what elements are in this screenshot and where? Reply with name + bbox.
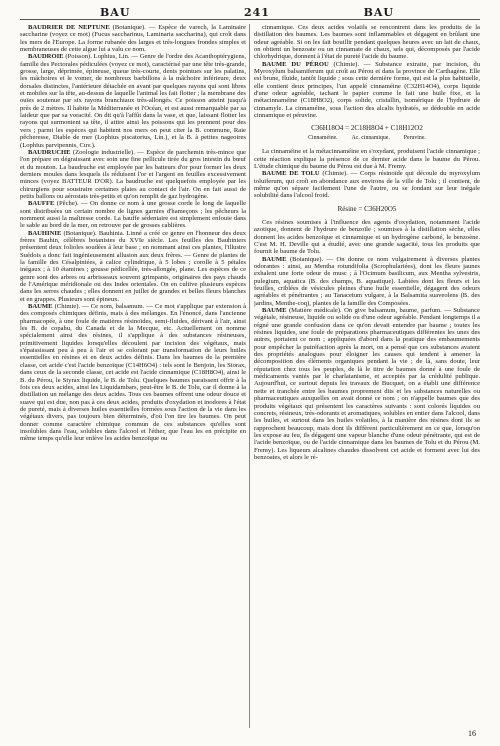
page-number: 241 [244, 6, 270, 19]
chemical-formula: Résine = C36H20O5 [337, 204, 397, 213]
entry-body: (Botanique). Bauhinia. Linné a créé ce genre en l'honneur des deux frères Bauhin, célèbres botanistes du XVIe siècle. Les feuilles des Bauhiniers présentent deux folioles soudées à leur base ; en nommant ainsi ces plantes, l'illustre Suédois a donc fait ingénieusement allusion aux deux frères. — Genre de plantes de la famille des Césalpiniées, à calice cylindrique, à 5 lobes ; corolle à 5 pétales inégaux ; à 10 étamines ; gousse pédicellée, très-allongée, plane. Les espèces de ce genre sont des arbres ou arbrisseaux souvent grimpants, originaires des pays chauds de l'Amérique méridionale ou des Indes orientales. On en cultive plusieurs espèces dans les serres chaudes ; elles donnent en juillet de grandes et belles fleurs blanches et en grappes. Plusieurs sont épineux. [20, 229, 246, 303]
entry-headword: BAUME DU PÉROU [262, 60, 329, 68]
entry-headword: BAUME [262, 255, 287, 263]
dictionary-entry [20, 230, 246, 303]
dictionary-entry [254, 148, 480, 170]
formula-label: Ac. cinnamique. [351, 134, 390, 141]
entry-headword: BAUHINIE [28, 229, 62, 237]
dictionary-entry [254, 219, 480, 256]
chemical-formula: C36H18O4 = 2C18H8O4 + C18H12O2 [311, 124, 423, 133]
entry-headword: BAUME [28, 303, 53, 311]
dictionary-entry [254, 307, 480, 461]
dictionary-entry [20, 200, 246, 229]
header-left-word: BAU [100, 6, 131, 19]
dictionary-entry [20, 303, 246, 443]
dictionary-entry [20, 24, 246, 53]
header-right-word: BAU [363, 6, 394, 19]
entry-body: cinnamique. Ces deux acides volatils se rencontrent dans les produits de la distillation des baumes. Les baumes sont inflammables et dégagent en brûlant une odeur agréable. Si on les fait bouillir pendant quelques heures avec un lait de chaux, on obtient un benzoate ou un cinnamate de chaux, sels qui, décomposés par l'acide chlorhydrique, donnent à l'état de pureté l'acide du baume. [254, 24, 480, 61]
entry-headword: BAUME DE TOLU [262, 170, 320, 178]
entry-headword: BAUDRIER DE NEPTUNE [28, 24, 110, 31]
entry-headword: BAUDROIE [28, 53, 64, 61]
signature-mark: 16 [468, 729, 476, 738]
running-header [20, 6, 480, 20]
entry-body: (Matière médicale). On give balsamum, baume, parfum. — Substance végétale, résineuse, liquide ou solide ou d'une odeur agréable. Pendant longtemps il a régné une grande confusion dans ce qu'on devait entendre par baume ; toutes les résines liquides, une foule de préparations pharmaceutiques différentes les unes des autres, portaient ce nom ; appliquées d'abord dans la pratique des embaumements pour empêcher la putréfaction après la mort, on a pensé que ces substances avaient des propriétés analogues pour éloigner les causes qui tendent à amener la décomposition des éléments organiques pendant la vie ; de là, sans doute, leur réputation chez tous les peuples, de là le titre de baumes donné à une foule de médicaments vantés par le charlatanisme, et acceptés par la crédulité publique. Aujourd'hui, ce surtout depuis les travaux de Bucquet, on a établi une différence nette et tranchée entre les baumes proprement dits et les substances naturelles ou pharmaceutiques auxquelles on avait donné ce nom ; on n'appelle baumes que des produits végétaux qui présentent les caractères suivants : sont colorés liquides ou concrets, résineux, très-odorants et aromatiques, solubles en entier dans l'alcool, dans les huiles, et surtout dans les huiles volatiles, à la manière des résines dont ils se rapprochent beaucoup, mais dont ils diffèrent particulièrement en ce que, lorsqu'on les expose au feu, ils dégagent une vapeur blanche d'une odeur pénétrante, qui est de l'acide benzoïque, ou de l'acide cinnamique dans les baumes de Tolu et du Pérou (M. Fremy). Les liqueurs alcalines chaudes dissolvent cet acide et forment avec lui des benzoates, et alors le ré- [254, 307, 480, 461]
entry-body: La cinnaméine et la métacinnaméine en s'oxydant, produisent l'acide cinnamique ; cette réaction explique la présence de ce dernier acide dans le baume du Pérou. L'étude chimique du baume du Pérou est due à M. Fremy. [254, 148, 480, 170]
formula-label: Peruvine. [403, 134, 426, 141]
entry-body: (Chimie). — Ce nom, balsamum. — Ce mot s'applique par extension à des composés chimiques définis, mais à des mélanges. En l'énoncé, dans l'ancienne pharmacopée, à une foule de matières résinoïdes, semi-fluides, dérivant à l'air, ainsi les B. de copahu, du Canada et de la Mecque, etc. Actuellement on nomme spécialement ainsi des résines, il s'applique à des substances résineuses, primitivement liquides lorsqu'elles découlent par incision des végétaux, mais s'épaississant peu à peu à l'air et se colorant par transformation de leurs huiles essentielles en résines et en deux acides définis. Dans les baumes de la première classe, cet acide c'est l'acide benzoïque (C14H6O4) : tels sont le Benjoin, les Storax, dans ceux de la seconde classe, cet acide est l'acide cinnamique (C18H8O4), ainsi le B. du Pérou, le Styrax liquide, le B. de Tolu. Quelques baumes paraissent offrir à la fois ces deux acides, ainsi les Liquidambars, peut-être le B. de Tolu, car il donne à la distillation un mélange des deux acides. Tous ces baumes offrent une odeur douce et suave qui est due, non pas à ces deux acides, produits d'oxydation et inodores à l'état de pureté, mais à diverses huiles essentielles formées sous l'action de la vie dans les végétaux divers, pas toujours bien déterminés, d'où l'on tire les baumes. On peut donner comme caractère chimique commun de ces substances qu'elles sont insolubles dans l'eau, solubles dans l'alcool et l'éther, que l'eau les en précipite en même temps qu'elle leur enlève les acides benzoïque ou [20, 303, 246, 443]
formula-labels [254, 135, 480, 142]
entry-headword: BAUDRUCHE [28, 148, 71, 156]
entry-headword: BAUFFE [28, 200, 55, 208]
right-column [254, 24, 480, 728]
entry-body: (Poisson). Lophius, Lin. — Genre de l'ordre des Acanthoptérygiens, famille des Pectorales pédiculées (voyez ce mot), caractérisé par une tête très-grande, grosse, large, déprimée, épineuse, queue très-courte, dents pointues sur les palatins, les mâchoires et le vomer, de nombreux barbillons à la mâchoire inférieure, deux dorsales distinctes, l'antérieure détachée en avant par quelques rayons qui sont libres et mobiles sur la tête, au-dessus de laquelle l'animal les fait flotter ; la membrane des ouïes soutenue par six rayons branchiaux très-allongés. Ce poisson atteint jusqu'à près de 2 mètres. Il habite la Méditerranée et l'Océan, et est aussi remarquable par sa laideur que par sa voracité. On dit qu'à l'affût dans la vase, et que, laissant flotter les rayons qui surmontent sa tête, il attire ainsi les poissons qui les prennent pour des vers ; parmi les espèces qui habitent nos mers on peut citer la B. commune, Raie pêcheresse, Diable de mer (Lophius piscatorius, Lin.), et la B. à petites nageoires (Lophius parvipennis, Cuv.). [20, 53, 246, 149]
dictionary-entry [254, 61, 480, 120]
dictionary-entry [254, 170, 480, 199]
entry-body: (Pêche). — On donne ce nom à une grosse corde le long de laquelle sont distribuées un certain nombre de lignes garnies d'hameçons ; les pêcheurs la nomment aussi la maîtresse corde. La bauffe sédentaire est simplement enfouie dans le sable au bord de la mer, on retrouve par de grosses cablières. [20, 200, 246, 230]
entry-body: (Zoologie industrielle). — Espèce de parchemin très-mince que l'on prépare en dégraissant avec soin une fine pellicule tirée du gros intestin du bœuf et du mouton. La baudruche est employée par les batteurs d'or pour former les deux derniers moules dans lesquels ils réduisent l'or et l'argent en feuilles excessivement minces (voyez BATTEUR D'OR). La baudruche est quelquefois employée par les chirurgiens pour soustraire certaines plaies au contact de l'air. On en fait aussi de petits ballons ou aérostats très-petits et qu'on remplit de gaz hydrogène. [20, 148, 246, 200]
dictionary-entry [254, 24, 480, 61]
dictionary-entry [254, 256, 480, 307]
entry-headword: BAUME [262, 307, 287, 315]
column-divider [249, 24, 250, 728]
header-rule [20, 19, 480, 20]
entry-body: (Botanique). — Espèce de varech, la Laminaire saccharine (voyez ce mot) (Fucus saccharinus, Laminaria saccharina), qui croît dans les mers de l'Europe. La forme rubanée des larges et très-longues frondes simples et membraneuses de cette algue lui a valu ce nom. [20, 24, 246, 54]
left-column [20, 24, 246, 728]
dictionary-entry [20, 149, 246, 200]
dictionary-entry [20, 53, 246, 148]
entry-body: (Chimie). — Corps résinoïde qui découle du myroxylum toluiferum, qui croît en abondance aux environs de la ville de Tolu ; il contient, de même qu'on sépare facilement l'une de l'autre, ou se fondant sur leur inégale solubilité dans l'alcool froid. [254, 170, 480, 200]
entry-body: Ces résines soumises à l'influence des agents d'oxydation, notamment l'acide azotique, donnent de l'hydrure de benzoïle ; soumises à la distillation sèche, elles donnent les acides benzoïque et cinnamique et un hydrogène carboné, le benzoène. C'est M. H. Deville qui a étudié, avec une grande sagacité, tous les produits que fournit le baume de Tolu. [254, 218, 480, 256]
formula-label: Cinnaméine. [308, 134, 338, 141]
entry-body: (Chimie). — Substance extraite, par incision, du Myroxylum balsamiferum qui croît au Pérou et dans la province de Carthagène. Elle est brune, fluide, tantôt liquide ; sous cette dernière forme, qui est la plus habituelle, elle contient deux principes, l'un appelé cinnaméine (C32H14O4), corps liquide d'une odeur agréable, tachant le papier comme le fait une huile fixe, et la métacinnaméine (C18H8O2), corps solide, cristallin, isomérique de l'hydrure de cinnamyle. La cinnaméine, sous l'action des alcalis hydratés, se dédouble en acide cinnamique et péruvine. [254, 60, 480, 120]
entry-body: (Botanique). — On donne ce nom vulgairement à diverses plantes odorantes : ainsi, au Mentha rotundifolia (Scrophulariées), dont les fleurs jaunes exhalent une forte odeur de musc ; à l'Ocimum basilicum, aux Mentha sylvestris, pulegium, aquatica (B. des champs, B. aquatique). Labiées dont les fleurs et les feuilles, criblées de vésicules pleines d'une huile essentielle, dégagent des odeurs agréables et pénétrantes ; au Tanacetum vulgare, à la Balsamita suaveolens (B. des jardins, Menthe-coq), plantes de la famille des Composées. [254, 255, 480, 307]
